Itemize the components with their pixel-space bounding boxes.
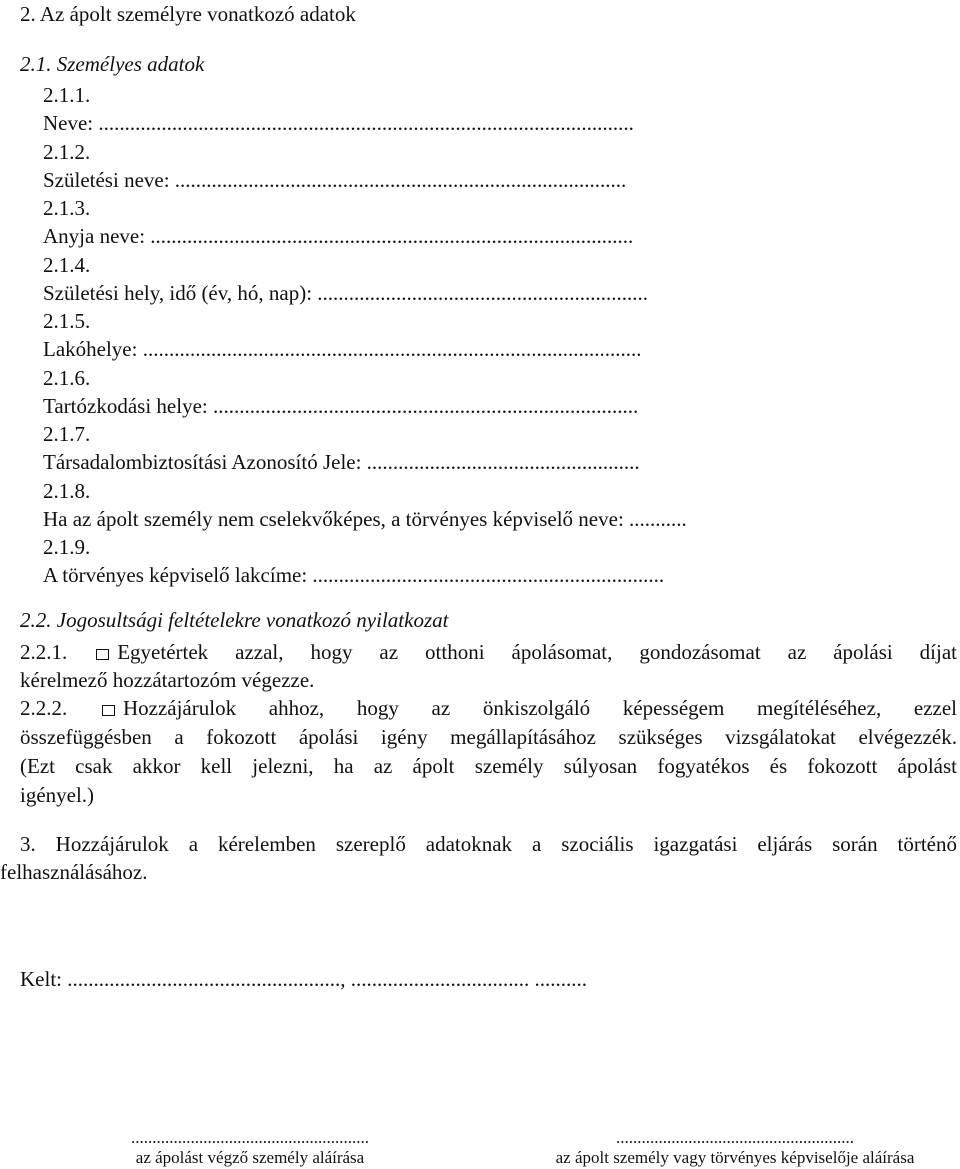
personal-data-item-number: 2.1.6. [43, 365, 91, 390]
personal-data-heading: 2.1. Személyes adatok [20, 52, 205, 76]
declaration-item-2-line-3: (Ezt csak akkor kell jelezni, ha az ápolt személy súlyosan fogyatékos és fokozott ápolást [20, 754, 957, 778]
personal-data-item-number: 2.1.5. [43, 309, 91, 333]
signature-left-dots: ........................................................ [131, 1128, 369, 1147]
declaration-item-number: 2.2.2. [20, 696, 68, 720]
personal-data-item-number: 2.1.7. [43, 422, 91, 446]
declaration-item-2-line-4: igényel.) [20, 783, 95, 807]
signature-right-label: az ápolt személy vagy törvényes képviselője aláírása [555, 1148, 915, 1167]
signature-right-dots: ........................................................ [616, 1128, 854, 1147]
consent-checkbox-care[interactable] [96, 649, 109, 660]
personal-data-item-field: Anyja neve: ............................................................................................ [43, 224, 634, 248]
personal-data-item-number: 2.1.3. [43, 196, 91, 220]
personal-data-item-field: Tartózkodási helye: ................................................................................. [43, 393, 639, 418]
signature-right [510, 1128, 960, 1168]
declaration-item-body: Egyetértek azzal, hogy az otthoni ápolásomat, gondozásomat az ápolási díjat [117, 640, 958, 664]
personal-data-item-number: 2.1.2. [43, 139, 91, 164]
section-2-heading: 2. Az ápolt személyre vonatkozó adatok [20, 2, 356, 26]
personal-data-item-number: 2.1.9. [43, 535, 91, 559]
personal-data-item-field: Társadalombiztosítási Azonosító Jele: .................................................... [43, 450, 640, 474]
declaration-item-body: Hozzájárulok ahhoz, hogy az önkiszolgáló képességem megítéléséhez, ezzel [122, 696, 958, 720]
personal-data-item-field: Születési hely, idő (év, hó, nap): ............................................................... [43, 280, 649, 305]
declaration-item-2-line-1 [20, 696, 957, 720]
declaration-item-1-line-2: kérelmező hozzátartozóm végezze. [20, 668, 315, 692]
section-3-line-2: felhasználásához. [0, 860, 148, 884]
personal-data-item-field: Születési neve: ...................................................................................... [43, 167, 627, 192]
personal-data-item-field: A törvényes képviselő lakcíme: ................................................................... [43, 563, 665, 587]
consent-checkbox-examination[interactable] [102, 705, 115, 716]
personal-data-item-number: 2.1.4. [43, 252, 91, 277]
personal-data-item-number: 2.1.8. [43, 478, 91, 503]
declaration-item-number: 2.2.1. [20, 640, 68, 664]
declaration-item-2-line-2: összefüggésben a fokozott ápolási igény megállapításához szükséges vizsgálatokat elvégezzék. [20, 725, 957, 749]
personal-data-item-field: Lakóhelye: ............................................................................................... [43, 337, 642, 361]
declaration-item-1-line-1 [20, 640, 957, 664]
declaration-heading: 2.2. Jogosultsági feltételekre vonatkozó nyilatkozat [20, 608, 449, 632]
personal-data-item-field: Neve: ...................................................................................................... [43, 111, 634, 135]
personal-data-item-field: Ha az ápolt személy nem cselekvőképes, a törvényes képviselő neve: ........... [43, 506, 687, 531]
signature-left-label: az ápolást végző személy aláírása [135, 1148, 365, 1167]
signature-left [80, 1128, 420, 1168]
date-line: Kelt: ...................................................., .................................. .......... [20, 967, 587, 991]
section-3-line-1: 3. Hozzájárulok a kérelemben szereplő adatoknak a szociális igazgatási eljárás során történő [20, 832, 957, 856]
personal-data-item-number: 2.1.1. [43, 83, 91, 107]
